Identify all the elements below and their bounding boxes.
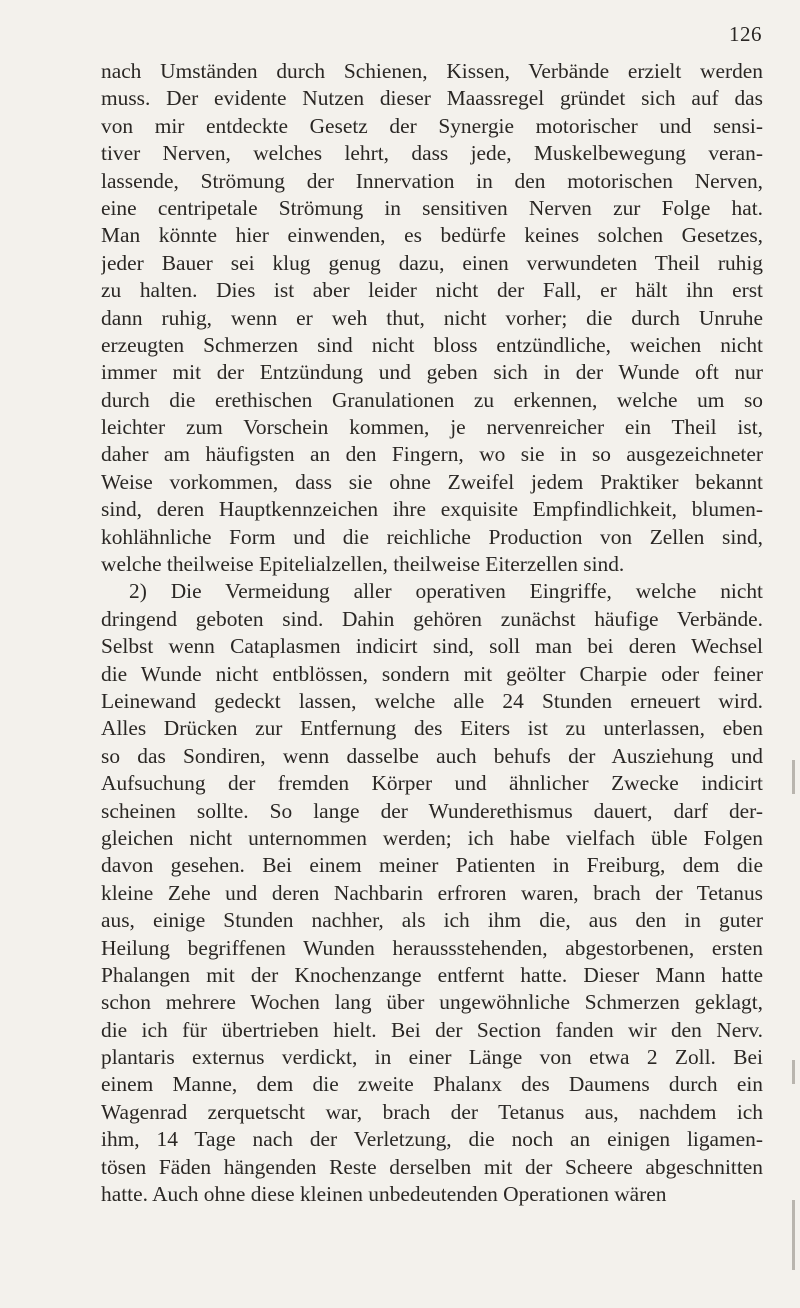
text-line: Leinewand gedeckt lassen, welche alle 24 Stunden erneuert wird. [101,688,763,713]
page-edge-mark [792,1060,795,1084]
text-line: daher am häufigsten an den Fingern, wo sie in so ausgezeichneter [101,442,763,467]
text-line: scheinen sollte. So lange der Wunderethismus dauert, darf der- [101,798,763,823]
text-line: tiver Nerven, welches lehrt, dass jede, Muskelbewegung veran- [101,141,763,166]
text-line: Phalangen mit der Knochenzange entfernt hatte. Dieser Mann hatte [101,962,763,987]
text-line: Aufsuchung der fremden Körper und ähnlicher Zwecke indicirt [101,771,763,796]
text-line: hatte. Auch ohne diese kleinen unbedeutenden Operationen wären [101,1182,667,1207]
body-text [101,58,763,1208]
text-line: davon gesehen. Bei einem meiner Patienten in Freiburg, dem die [101,853,763,878]
text-line: dringend geboten sind. Dahin gehören zunächst häufige Verbände. [101,606,763,631]
text-line: nach Umständen durch Schienen, Kissen, Verbände erzielt werden [101,59,763,83]
text-line: erzeugten Schmerzen sind nicht bloss entzündliche, weichen nicht [101,332,763,357]
text-line: durch die erethischen Granulationen zu erkennen, welche um so [101,387,763,412]
text-line: Weise vorkommen, dass sie ohne Zweifel jedem Praktiker bekannt [101,469,763,494]
page-number: 126 [729,22,762,46]
text-line: Man könnte hier einwenden, es bedürfe keines solchen Gesetzes, [101,223,763,248]
text-line: ihm, 14 Tage nach der Verletzung, die noch an einigen ligamen- [101,1127,763,1152]
text-line: Selbst wenn Cataplasmen indicirt sind, soll man bei deren Wechsel [101,634,763,659]
text-line: dann ruhig, wenn er weh thut, nicht vorher; die durch Unruhe [101,305,763,330]
text-line: schon mehrere Wochen lang über ungewöhnliche Schmerzen geklagt, [101,990,763,1015]
text-line: tösen Fäden hängenden Reste derselben mit der Scheere abgeschnitten [101,1154,763,1179]
text-line: die Wunde nicht entblössen, sondern mit geölter Charpie oder feiner [101,661,763,686]
text-line: welche theilweise Epitelialzellen, theilweise Eiterzellen sind. [101,552,625,577]
page-edge-mark [792,760,795,794]
text-line: kohlähnliche Form und die reichliche Production von Zellen sind, [101,524,763,549]
page-edge-mark [792,1200,795,1270]
text-line: die ich für übertrieben hielt. Bei der Section fanden wir den Nerv. [101,1017,763,1042]
text-line: plantaris externus verdickt, in einer Länge von etwa 2 Zoll. Bei [101,1045,763,1070]
text-line: muss. Der evidente Nutzen dieser Maassregel gründet sich auf das [101,86,763,111]
text-line: 2) Die Vermeidung aller operativen Eingriffe, welche nicht [129,579,763,604]
text-line: leichter zum Vorschein kommen, je nervenreicher ein Theil ist, [101,415,763,440]
text-line: zu halten. Dies ist aber leider nicht der Fall, er hält ihn erst [101,278,763,303]
text-line: aus, einige Stunden nachher, als ich ihm die, aus den in guter [101,908,763,933]
text-line: sind, deren Hauptkennzeichen ihre exquisite Empfindlichkeit, blumen- [101,497,763,522]
text-line: von mir entdeckte Gesetz der Synergie motorischer und sensi- [101,113,763,138]
text-line: lassende, Strömung der Innervation in den motorischen Nerven, [101,168,763,193]
text-line: einem Manne, dem die zweite Phalanx des Daumens durch ein [101,1072,763,1097]
text-line: eine centripetale Strömung in sensitiven Nerven zur Folge hat. [101,195,763,220]
text-line: Wagenrad zerquetscht war, brach der Tetanus aus, nachdem ich [101,1099,763,1124]
text-line: Heilung begriffenen Wunden heraussstehenden, abgestorbenen, ersten [101,935,763,960]
text-line: immer mit der Entzündung und geben sich in der Wunde oft nur [101,360,763,385]
text-line: Alles Drücken zur Entfernung des Eiters ist zu unterlassen, eben [101,716,763,741]
text-line: gleichen nicht unternommen werden; ich habe vielfach üble Folgen [101,825,763,850]
text-line: kleine Zehe und deren Nachbarin erfroren waren, brach der Tetanus [101,880,763,905]
text-line: so das Sondiren, wenn dasselbe auch behufs der Ausziehung und [101,743,763,768]
text-line: jeder Bauer sei klug genug dazu, einen verwundeten Theil ruhig [101,250,763,275]
